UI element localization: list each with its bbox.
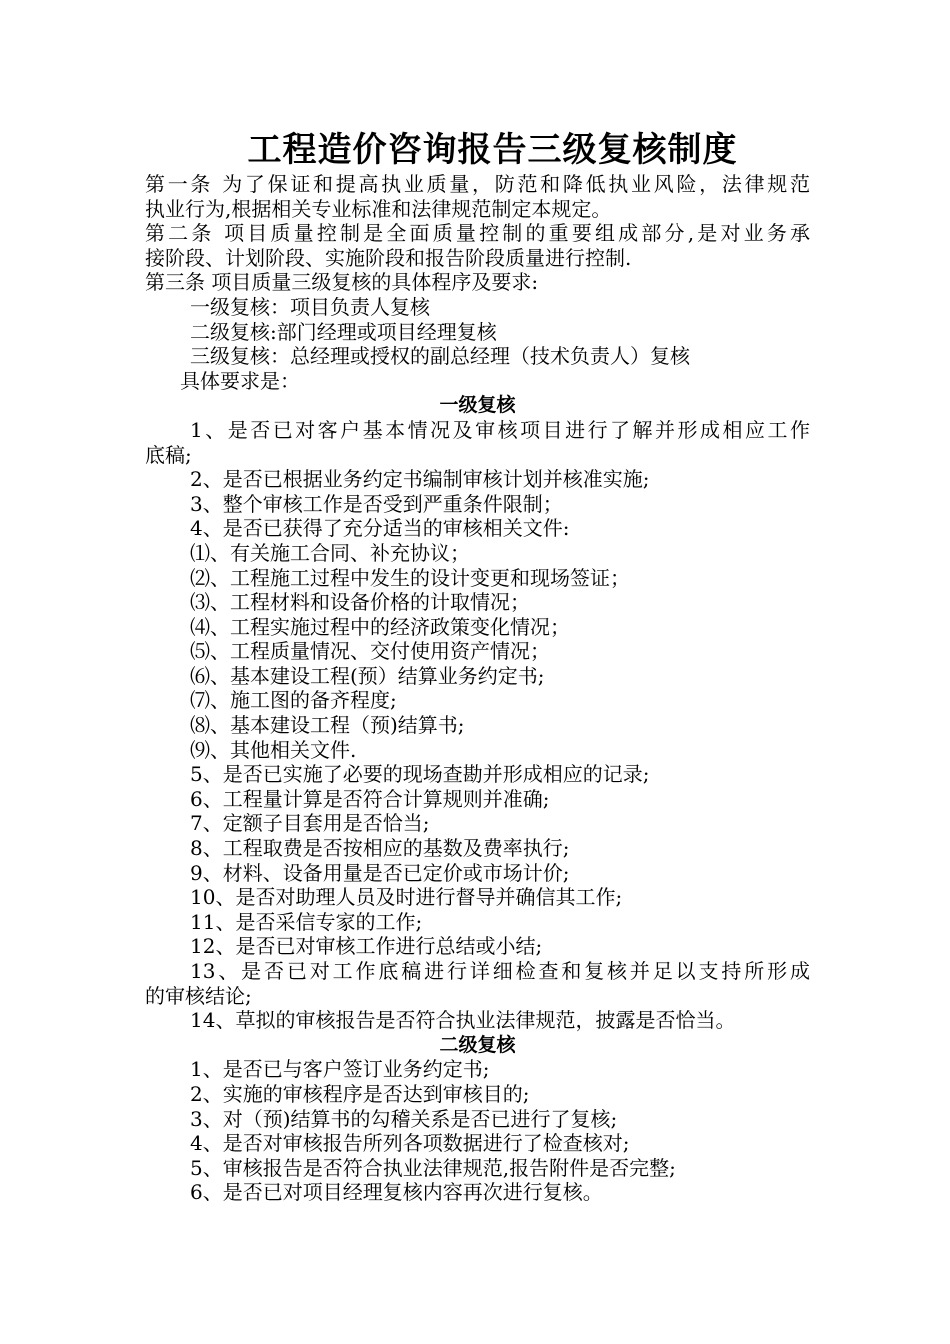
review-level-2: 二级复核:部门经理或项目经理复核 xyxy=(190,319,497,344)
article-1-line-2: 执业行为,根据相关专业标准和法律规范制定本规定。 xyxy=(145,196,612,221)
review-level-1: 一级复核：项目负责人复核 xyxy=(190,294,430,319)
page-title: 工程造价咨询报告三级复核制度 xyxy=(247,130,738,170)
level-1-item-13-line-2: 的审核结论; xyxy=(145,983,252,1008)
level-2-item: 5、审核报告是否符合执业法律规范,报告附件是否完整; xyxy=(190,1155,676,1180)
level-1-subitem: ⑺、施工图的备齐程度; xyxy=(190,688,397,713)
level-2-item: 1、是否已与客户签订业务约定书; xyxy=(190,1057,490,1082)
level-1-item-3: 3、整个审核工作是否受到严重条件限制； xyxy=(190,491,563,516)
article-3-line-1: 第三条 项目质量三级复核的具体程序及要求: xyxy=(145,270,539,295)
level-1-item: 6、工程量计算是否符合计算规则并准确; xyxy=(190,786,550,811)
level-1-item: 10、是否对助理人员及时进行督导并确信其工作; xyxy=(190,885,623,910)
level-1-heading: 一级复核 xyxy=(439,394,516,417)
level-1-subitem: ⑸、工程质量情况、交付使用资产情况； xyxy=(190,639,550,664)
level-1-item: 7、定额子目套用是否恰当; xyxy=(190,811,430,836)
article-1-line-1: 第一条 为了保证和提高执业质量，防范和降低执业风险，法律规范 xyxy=(145,172,810,196)
level-1-item: 9、材料、设备用量是否已定价或市场计价; xyxy=(190,860,570,885)
level-1-subitem: ⑵、工程施工过程中发生的设计变更和现场签证； xyxy=(190,565,630,590)
level-1-item-14: 14、草拟的审核报告是否符合执业法律规范，披露是否恰当。 xyxy=(190,1008,736,1033)
level-1-item-1-line-1: 1、是否已对客户基本情况及审核项目进行了解并形成相应工作 xyxy=(190,417,810,442)
document-body xyxy=(145,172,810,1205)
level-1-subitem: ⑼、其他相关文件. xyxy=(190,737,357,762)
level-1-item-4: 4、是否已获得了充分适当的审核相关文件: xyxy=(190,516,570,541)
level-1-item-1-line-2: 底稿; xyxy=(145,442,192,467)
level-2-item: 3、对（预)结算书的勾稽关系是否已进行了复核; xyxy=(190,1106,618,1131)
level-2-item: 4、是否对审核报告所列各项数据进行了检查核对; xyxy=(190,1131,630,1156)
level-2-item: 2、实施的审核程序是否达到审核目的; xyxy=(190,1081,530,1106)
level-1-item: 5、是否已实施了必要的现场查勘并形成相应的记录; xyxy=(190,762,650,787)
level-1-subitem: ⑶、工程材料和设备价格的计取情况； xyxy=(190,590,530,615)
level-2-heading: 二级复核 xyxy=(439,1033,516,1056)
level-1-item-13-line-1: 13、是否已对工作底稿进行详细检查和复核并足以支持所形成 xyxy=(190,959,810,983)
article-2-line-1: 第二条 项目质量控制是全面质量控制的重要组成部分,是对业务承 xyxy=(145,221,810,246)
review-level-3: 三级复核：总经理或授权的副总经理（技术负责人）复核 xyxy=(190,344,690,369)
level-1-subitem: ⑴、有关施工合同、补充协议； xyxy=(190,540,470,565)
level-1-item: 11、是否采信专家的工作; xyxy=(190,909,423,934)
level-1-item: 8、工程取费是否按相应的基数及费率执行; xyxy=(190,836,570,861)
level-1-subitem: ⑻、基本建设工程（预)结算书; xyxy=(190,713,465,738)
level-1-item: 12、是否已对审核工作进行总结或小结; xyxy=(190,934,543,959)
level-2-item: 6、是否已对项目经理复核内容再次进行复核。 xyxy=(190,1180,603,1205)
requirements-intro: 具体要求是： xyxy=(180,368,300,393)
article-2-line-2: 接阶段、计划阶段、实施阶段和报告阶段质量进行控制. xyxy=(145,245,632,270)
level-1-subitem: ⑷、工程实施过程中的经济政策变化情况； xyxy=(190,614,570,639)
level-1-subitem: ⑹、基本建设工程(预）结算业务约定书; xyxy=(190,663,545,688)
level-1-item-2: 2、是否已根据业务约定书编制审核计划并核准实施; xyxy=(190,467,650,492)
